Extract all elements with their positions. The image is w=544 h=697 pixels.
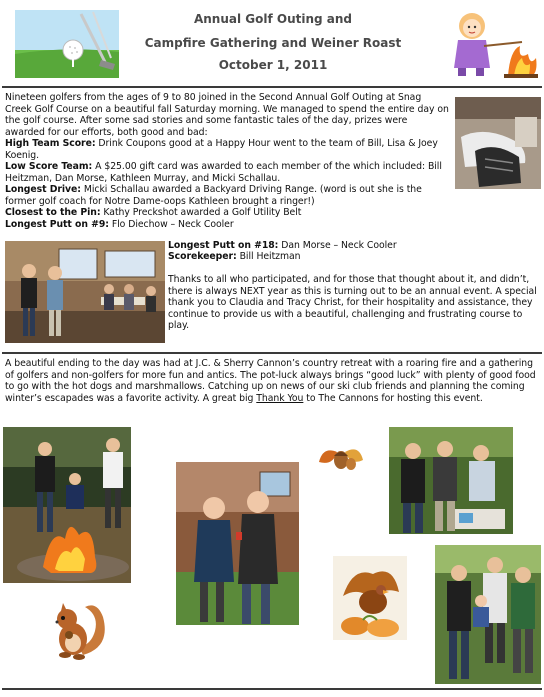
divider-middle xyxy=(2,352,542,354)
award-label: Low Score Team: xyxy=(5,161,93,172)
award-text: A $25.00 gift card was awarded to each member of the which included: Bill Heitzman, Dan Morse, Kathleen Murray, and Micki Schallau. xyxy=(5,161,442,184)
award-label: High Team Score: xyxy=(5,138,96,149)
campfire-paragraph xyxy=(5,358,541,404)
golf-shoes-photo xyxy=(455,97,541,189)
thanks-paragraph: Thanks to all who participated, and for those that thought about it, and didn’t, there is always NEXT year as this is turning out to be an annual event. A special thank you to Claudia and Tracy Christ, for their hospitality and assistance, they continue to provide us with a beautiful, challenging and frustrating course to play. xyxy=(168,274,537,331)
award-item xyxy=(5,219,449,231)
page-subtitle: Campfire Gathering and Weiner Roast xyxy=(144,36,402,50)
golf-ball-clubs-image xyxy=(15,10,119,78)
award-text: Micki Schallau awarded a Backyard Driving Range. (word is out she is the former golf coach for Notre Dame-oops Kathleen brought a ringer!) xyxy=(5,184,422,207)
award-label: Longest Putt on #18: xyxy=(168,240,279,251)
award-text: Drink Coupons good at a Happy Hour went to the team of Bill, Lisa & Joey Koenig. xyxy=(5,138,438,161)
campfire-text-end: to The Cannons for hosting this event. xyxy=(303,392,483,404)
award-item xyxy=(168,240,397,252)
girl-roasting-marshmallow-image xyxy=(444,6,540,82)
award-text: Kathy Preckshot awarded a Golf Utility Belt xyxy=(103,207,302,218)
clubhouse-group-photo xyxy=(5,241,165,343)
award-label: Scorekeeper: xyxy=(168,251,237,262)
award-item xyxy=(5,161,449,184)
page-title: Annual Golf Outing and xyxy=(193,12,353,26)
group-by-fire-photo xyxy=(435,545,541,684)
campfire-text: A beautiful ending to the day was had at J.C. & Sherry Cannon’s country retreat with a roaring fire and a gathering of golfers and non-golfers for more fun and antics. The pot-luck always brings “good luck” with plenty of good food to go with the hot dogs and marshmallows. Catching up on news of our ski club friends and planning the coming winter’s escapades was a favorite activity. A great big xyxy=(5,358,536,404)
thank-you-text: Thank You xyxy=(256,392,304,404)
couple-photo xyxy=(176,462,299,625)
three-men-photo xyxy=(389,427,513,534)
golf-intro: Nineteen golfers from the ages of 9 to 80 joined in the Second Annual Golf Outing at Snag Creek Golf Course on a beautiful fall Saturday morning. We managed to spend the entire day on the golf course. After some sad stories and some fantastic tales of the day, prizes were awarded for our efforts, both good and bad: xyxy=(5,92,449,138)
award-text: Flo Diechow – Neck Cooler xyxy=(111,218,234,230)
divider-bottom xyxy=(2,688,542,690)
squirrel-image xyxy=(45,597,111,665)
turkey-harvest-image xyxy=(333,556,407,640)
acorn-leaves-image xyxy=(315,442,367,472)
award-label: Closest to the Pin: xyxy=(5,207,101,218)
divider-top xyxy=(2,86,542,88)
campfire-group-photo xyxy=(3,427,131,583)
award-text: Dan Morse – Neck Cooler xyxy=(281,240,397,251)
award-text: Bill Heitzman xyxy=(239,251,301,262)
award-item xyxy=(5,184,449,207)
award-item xyxy=(5,138,449,161)
event-date: October 1, 2011 xyxy=(218,58,328,72)
award-label: Longest Putt on #9: xyxy=(5,218,109,230)
award-item xyxy=(168,251,301,263)
award-item xyxy=(5,207,449,219)
awards-list xyxy=(5,138,449,230)
award-label: Longest Drive: xyxy=(5,184,81,195)
